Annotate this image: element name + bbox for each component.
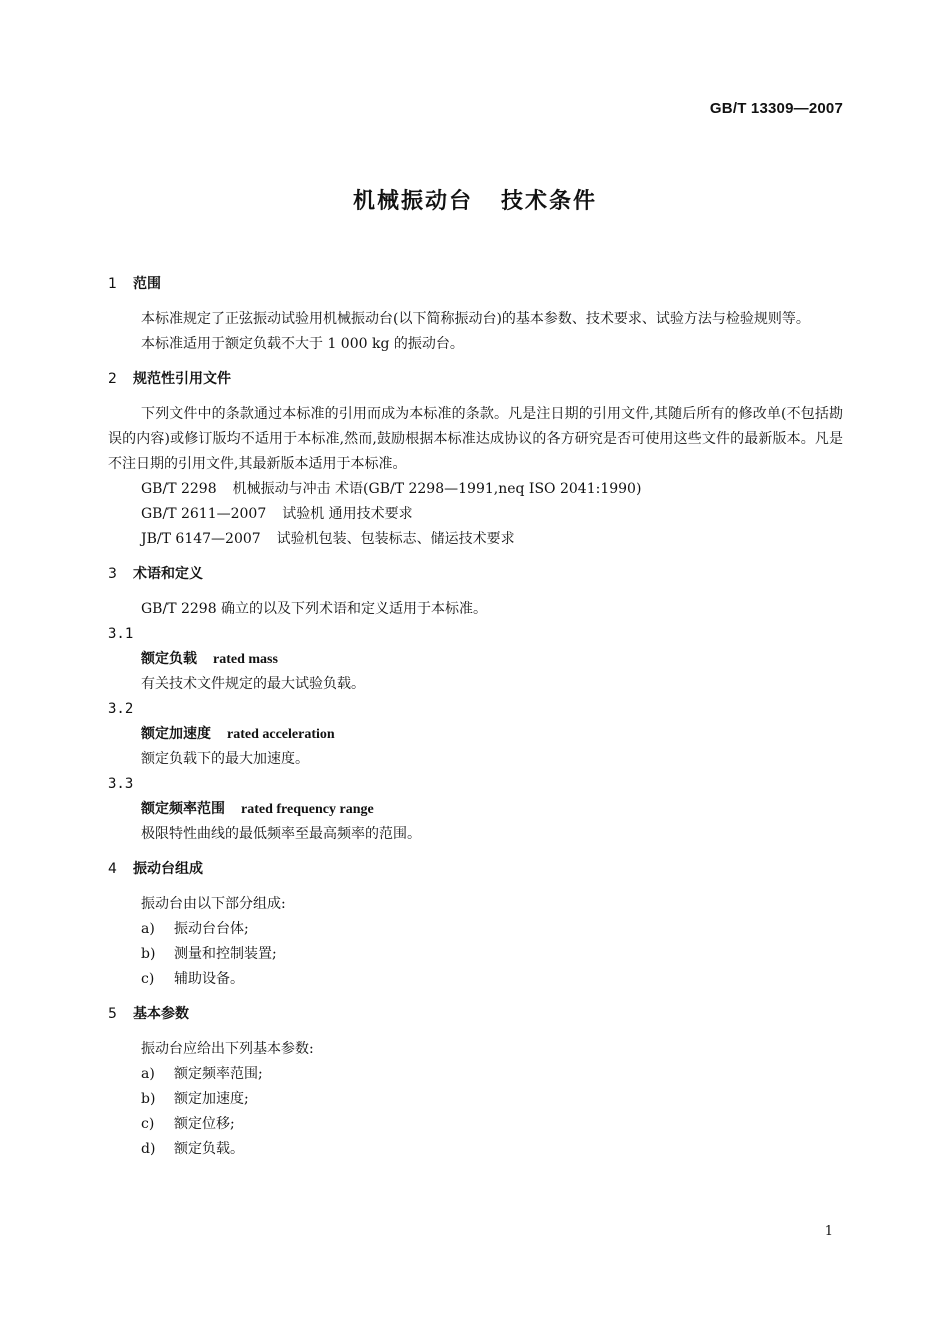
term-number: 3.1 — [108, 626, 134, 642]
section-number: 2 — [108, 371, 117, 387]
list-item — [108, 1062, 843, 1087]
list-item — [108, 967, 843, 992]
document-body — [108, 262, 843, 1162]
term-name — [108, 647, 843, 672]
term-english: rated frequency range — [241, 802, 374, 817]
section-heading-5 — [108, 1002, 843, 1027]
list-item-label: a) — [141, 921, 155, 937]
list-item-text: 额定频率范围; — [174, 1066, 263, 1082]
section-title: 振动台组成 — [133, 861, 203, 877]
term-definition: 额定负载下的最大加速度。 — [141, 751, 309, 767]
term-english: rated acceleration — [227, 727, 335, 742]
section-heading-2 — [108, 367, 843, 392]
section-number: 3 — [108, 566, 117, 582]
term-chinese: 额定负载 — [141, 651, 197, 667]
section-title: 范围 — [133, 276, 161, 292]
section-heading-4 — [108, 857, 843, 882]
reference-code: GB/T 2611—2007 — [141, 506, 267, 522]
list-item-label: a) — [141, 1066, 155, 1082]
document-title — [0, 184, 950, 215]
list-item-label: b) — [141, 1091, 156, 1107]
list-item-text: 额定加速度; — [174, 1091, 249, 1107]
paragraph: 下列文件中的条款通过本标准的引用而成为本标准的条款。凡是注日期的引用文件,其随后所有的修改单(不包括勘误的内容)或修订版均不适用于本标准,然而,鼓励根据本标准达成协议的各方研究是否可使用这些文件的最新版本。凡是不注日期的引用文件,其最新版本适用于本标准。 — [108, 406, 843, 472]
list-item-text: 额定位移; — [174, 1116, 235, 1132]
list-item-text: 额定负载。 — [174, 1141, 244, 1157]
reference-title: 试验机 通用技术要求 — [282, 506, 413, 522]
list-item-text: 测量和控制装置; — [174, 946, 277, 962]
reference-item — [108, 502, 843, 527]
term-english: rated mass — [213, 652, 278, 667]
section-heading-1 — [108, 272, 843, 297]
reference-code: JB/T 6147—2007 — [141, 531, 261, 547]
reference-code: GB/T 2298 — [141, 481, 217, 497]
list-item-label: c) — [141, 1116, 155, 1132]
section-title: 基本参数 — [133, 1006, 189, 1022]
list-item-label: d) — [141, 1141, 156, 1157]
list-item — [108, 1137, 843, 1162]
section-heading-3 — [108, 562, 843, 587]
title-part-1: 机械振动台 — [352, 189, 473, 214]
list-item — [108, 1087, 843, 1112]
list-item — [108, 1112, 843, 1137]
section-title: 术语和定义 — [133, 566, 203, 582]
term-number: 3.2 — [108, 701, 134, 717]
list-item — [108, 942, 843, 967]
reference-item — [108, 527, 843, 552]
reference-title: 试验机包装、包装标志、储运技术要求 — [276, 531, 515, 547]
list-item-text: 振动台台体; — [174, 921, 249, 937]
list-intro: 振动台应给出下列基本参数: — [141, 1041, 314, 1057]
list-item-label: c) — [141, 971, 155, 987]
list-intro: 振动台由以下部分组成: — [141, 896, 286, 912]
term-definition: 极限特性曲线的最低频率至最高频率的范围。 — [141, 826, 421, 842]
list-item — [108, 917, 843, 942]
standard-code: GB/T 13309—2007 — [709, 100, 843, 117]
term-definition: 有关技术文件规定的最大试验负载。 — [141, 676, 365, 692]
list-item-label: b) — [141, 946, 156, 962]
term-chinese: 额定频率范围 — [141, 801, 225, 817]
paragraph: 本标准适用于额定负载不大于 1 000 kg 的振动台。 — [141, 336, 464, 352]
title-part-2: 技术条件 — [501, 189, 598, 214]
list-item-text: 辅助设备。 — [174, 971, 244, 987]
section-number: 4 — [108, 861, 117, 877]
section-number: 5 — [108, 1006, 117, 1022]
term-number: 3.3 — [108, 776, 134, 792]
page-number: 1 — [824, 1224, 833, 1239]
section-title: 规范性引用文件 — [133, 371, 231, 387]
paragraph: GB/T 2298 确立的以及下列术语和定义适用于本标准。 — [141, 601, 488, 617]
section-number: 1 — [108, 276, 117, 292]
paragraph: 本标准规定了正弦振动试验用机械振动台(以下简称振动台)的基本参数、技术要求、试验方法与检验规则等。 — [141, 311, 810, 327]
reference-item — [108, 477, 843, 502]
term-name — [108, 797, 843, 822]
reference-title: 机械振动与冲击 术语(GB/T 2298—1991,neq ISO 2041:1990) — [232, 481, 642, 497]
term-name — [108, 722, 843, 747]
term-chinese: 额定加速度 — [141, 726, 211, 742]
